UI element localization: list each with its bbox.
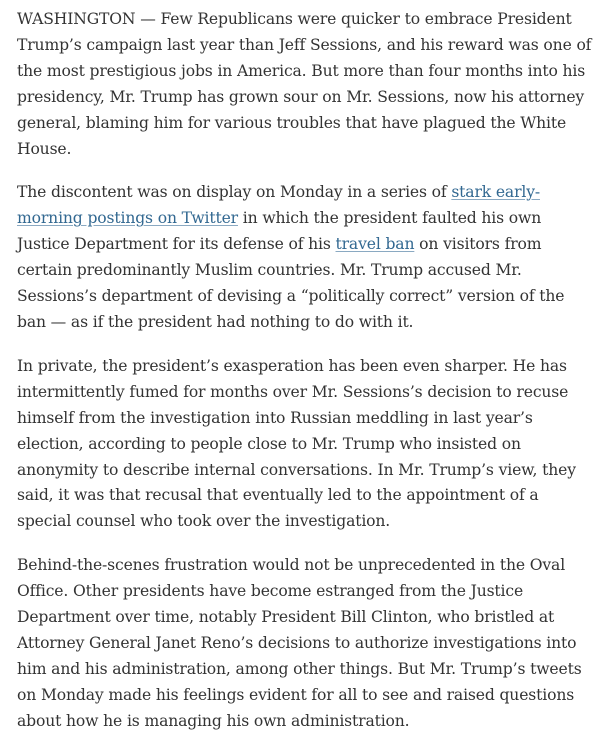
paragraph-2-text-1: The discontent was on display on Monday in a series of bbox=[17, 183, 452, 202]
paragraph-1 bbox=[17, 7, 597, 162]
paragraph-2-text-3: on visitors from certain predominantly Muslim countries. Mr. Trump accused Mr. Sessions’s department of devising a “politically correct” version of the ban — as if the president had nothing to do with it. bbox=[17, 235, 565, 331]
paragraph-4 bbox=[17, 553, 597, 734]
paragraph-4-text: Behind-the-scenes frustration would not be unprecedented in the Oval Office. Other presidents have become estranged from the Justice Department over time, notably President Bill Clinton, who bristled at Attorney General Janet Reno’s decisions to authorize investigations into him and his administration, among other things. But Mr. Trump’s tweets on Monday made his feelings evident for all to see and raised questions about how he is managing his own administration. bbox=[17, 556, 582, 730]
paragraph-2 bbox=[17, 180, 597, 335]
paragraph-2-text-2: in which the president faulted his own Justice Department for its defense of his bbox=[17, 209, 542, 254]
travel-ban-link[interactable]: travel ban bbox=[335, 235, 415, 254]
paragraph-1-text: WASHINGTON — Few Republicans were quicker to embrace President Trump’s campaign last year than Jeff Sessions, and his reward was one of the most prestigious jobs in America. But more than four months into his presidency, Mr. Trump has grown sour on Mr. Sessions, now his attorney general, blaming him for various troubles that have plagued the White House. bbox=[17, 10, 592, 158]
twitter-postings-link[interactable]: stark early-morning postings on Twitter bbox=[17, 183, 540, 228]
article-body bbox=[17, 7, 597, 753]
paragraph-3-text: In private, the president’s exasperation has been even sharper. He has intermittently fumed for months over Mr. Sessions’s decision to recuse himself from the investigation into Russian meddling in last year’s election, according to people close to Mr. Trump who insisted on anonymity to describe internal conversations. In Mr. Trump’s view, they said, it was that recusal that eventually led to the appointment of a special counsel who took over the investigation. bbox=[17, 356, 576, 531]
paragraph-3 bbox=[17, 354, 597, 535]
